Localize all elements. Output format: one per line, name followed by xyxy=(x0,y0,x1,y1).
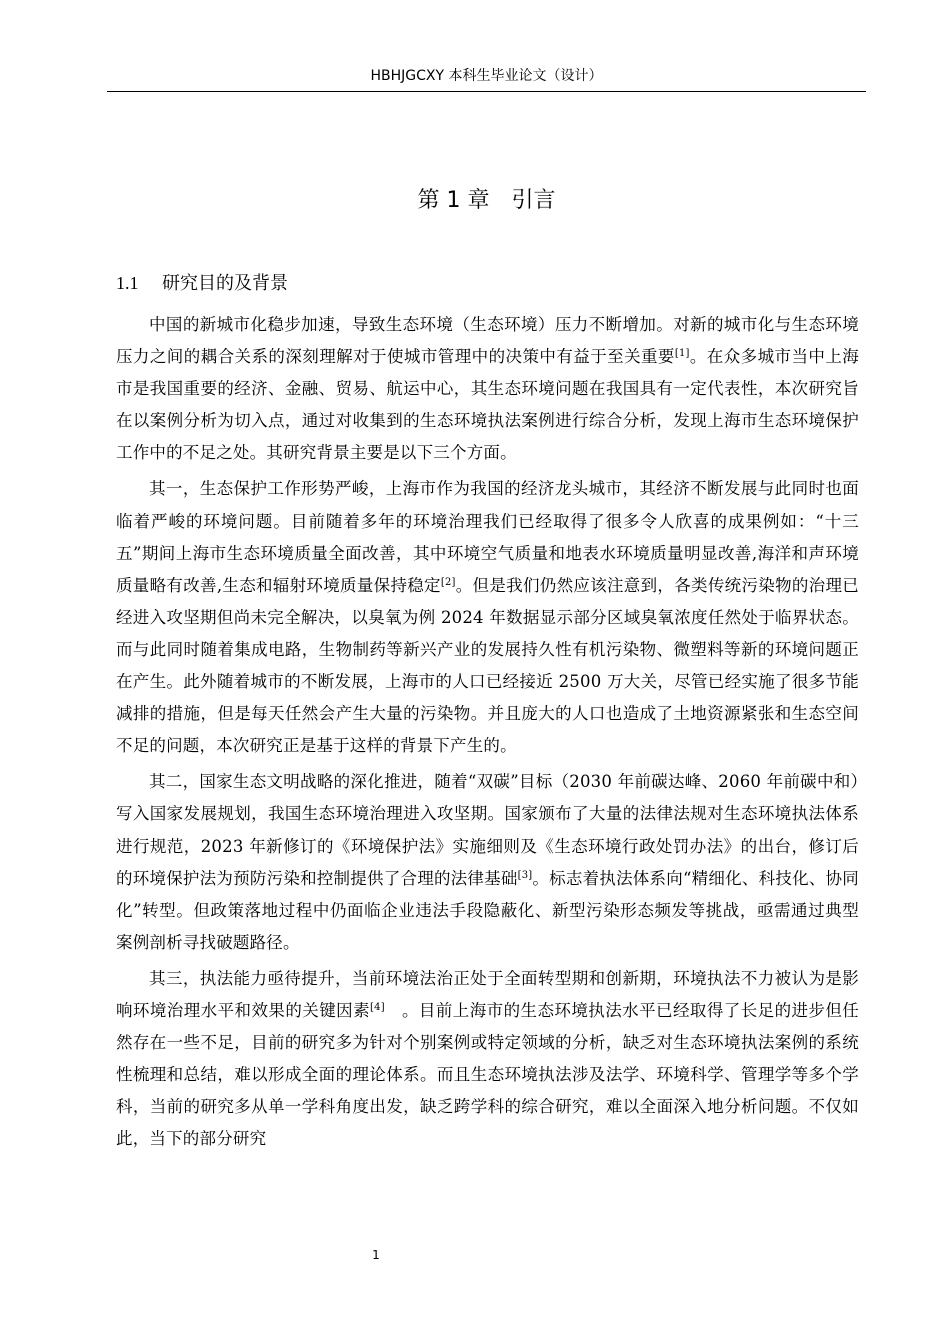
paragraph xyxy=(116,963,859,1156)
paragraph-text: 。目前上海市的生态环境执法水平已经取得了长足的进步但任然存在一些不足，目前的研究多为针对个别案例或特定领域的分析，缺乏对生态环境执法案例的系统性梳理和总结，难以形成全面的理论体系。而且生态环境执法涉及法学、环境科学、管理学等多个学科，当前的研究多从单一学科角度出发，缺乏跨学科的综合研究，难以全面深入地分析问题。不仅如此，当下的部分研究 xyxy=(116,1000,860,1149)
paragraph-text: 其三，执法能力亟待提升，当前环境法治正处于全面转型期和创新期，环境执法不力被认为是影响环境治理水平和效果的关键因素 xyxy=(116,968,859,1020)
paragraph-text: 其一，生态保护工作形势严峻，上海市作为我国的经济龙头城市，其经济不断发展与此同时也面临着严峻的环境问题。目前随着多年的环境治理我们已经取得了很多令人欣喜的成果例如：“十三五”期间上海市生态环境质量全面改善，其中环境空气质量和地表水环境质量明显改善,海洋和声环境质量略有改善,生态和辐射环境质量保持稳定 xyxy=(116,479,859,595)
body-text xyxy=(116,309,859,1159)
chapter-number: 第 1 章 xyxy=(417,188,490,213)
citation-ref: [4] xyxy=(370,1001,385,1013)
paragraph-text: 。在众多城市当中上海市是我国重要的经济、金融、贸易、航运中心，其生态环境问题在我国具有一定代表性，本次研究旨在以案例分析为切入点，通过对收集到的生态环境执法案例进行综合分析，发现上海市生态环境保护工作中的不足之处。其研究背景主要是以下三个方面。 xyxy=(116,347,859,463)
paragraph xyxy=(116,766,859,959)
page-number: 1 xyxy=(372,1248,380,1262)
paragraph xyxy=(116,473,859,762)
chapter-name: 引言 xyxy=(511,188,556,213)
section-heading xyxy=(116,268,288,299)
citation-ref: [3] xyxy=(517,869,533,881)
section-number: 1.1 xyxy=(116,273,139,293)
section-title: 研究目的及背景 xyxy=(162,273,288,294)
paragraph xyxy=(116,309,859,469)
paragraph-text: 中国的新城市化稳步加速，导致生态环境（生态环境）压力不断增加。对新的城市化与生态环境压力之间的耦合关系的深刻理解对于使城市管理中的决策中有益于至关重要 xyxy=(116,315,859,367)
page-header-title: HBHJGCXY 本科生毕业论文（设计） xyxy=(370,68,603,84)
citation-ref: [2] xyxy=(440,576,456,588)
paragraph-text: 。标志着执法体系向“精细化、科技化、协同化”转型。但政策落地过程中仍面临企业违法手段隐蔽化、新型污染形态频发等挑战，亟需通过典型案例剖析寻找破题路径。 xyxy=(116,868,859,952)
chapter-title xyxy=(107,184,866,218)
paragraph-text: 其二，国家生态文明战略的深化推进，随着“双碳”目标（2030 年前碳达峰、2060 年前碳中和）写入国家发展规划，我国生态环境治理进入攻坚期。国家颁布了大量的法律法规对生态环境执法体系进行规范，2023 年新修订的《环境保护法》实施细则及《生态环境行政处罚办法》的出台，修订后的环境保护法为预防污染和控制提供了合理的法律基础 xyxy=(116,772,859,888)
paragraph-text: 。但是我们仍然应该注意到，各类传统污染物的治理已经进入攻坚期但尚未完全解决，以臭氧为例 2024 年数据显示部分区域臭氧浓度任然处于临界状态。而与此同时随着集成电路，生物制药等新兴产业的发展持久性有机污染物、微塑料等新的环境问题正在产生。此外随着城市的不断发展，上海市的人口已经接近 2500 万大关，尽管已经实施了很多节能减排的措施，但是每天任然会产生大量的污染物。并且庞大的人口也造成了土地资源紧张和生态空间不足的问题，本次研究正是基于这样的背景下产生的。 xyxy=(116,575,859,756)
header-rule xyxy=(107,91,866,92)
citation-ref: [1] xyxy=(674,348,690,360)
